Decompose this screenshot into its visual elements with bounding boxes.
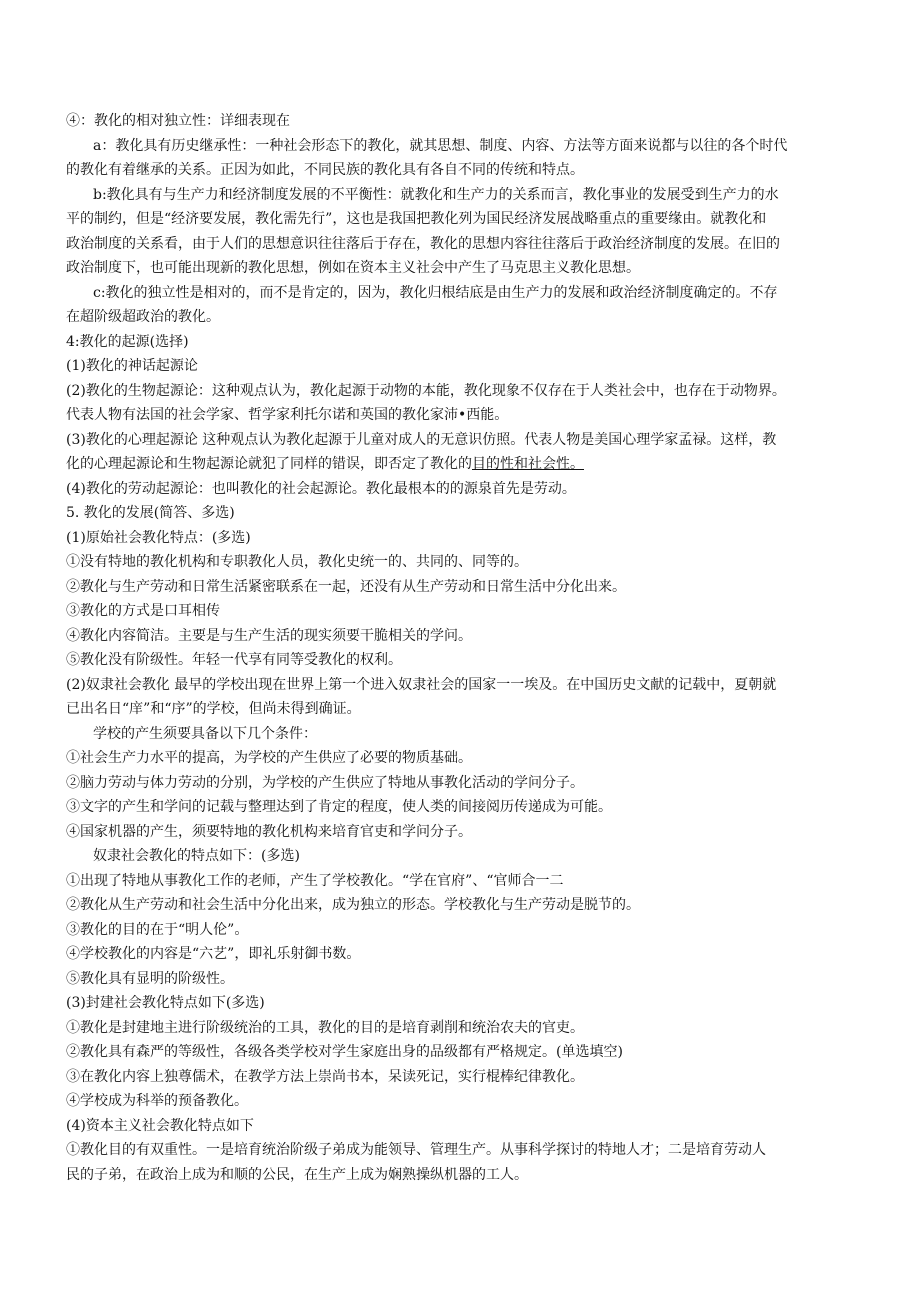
text-line <box>66 918 866 943</box>
text-line <box>66 501 866 526</box>
line-text: ④学校成为科举的预备教化。 <box>66 1093 248 1109</box>
text-line <box>66 991 866 1016</box>
line-text: ③文字的产生和学问的记载与整理达到了肯定的程度，使人类的间接阅历传递成为可能。 <box>66 799 612 815</box>
line-text: b:教化具有与生产力和经济制度发展的不平衡性：就教化和生产力的关系而言，教化事业的发展受到生产力的水 <box>93 186 779 203</box>
line-text: ②脑力劳动与体力劳动的分别，为学校的产生供应了特地从事教化活动的学问分子。 <box>66 774 584 791</box>
line-text: (4)资本主义社会教化特点如下 <box>66 1117 254 1134</box>
line-text: ②教化具有森严的等级性，各级各类学校对学生家庭出身的品级都有严格规定。(单选填空) <box>66 1044 623 1060</box>
line-text: ①没有特地的教化机构和专职教化人员，教化史统一的、共同的、同等的。 <box>66 554 528 570</box>
text-line <box>66 207 866 232</box>
underlined-text: 目的性和社会性。 <box>472 456 584 472</box>
text-line <box>66 477 866 502</box>
line-text: (4)教化的劳动起源论：也叫教化的社会起源论。教化最根本的的源泉首先是劳动。 <box>66 480 576 497</box>
line-text: ③教化的方式是口耳相传 <box>66 603 220 619</box>
line-text: (3)教化的心理起源论 这种观点认为教化起源于儿童对成人的无意识仿照。代表人物是美国心理学家孟禄。这样，教 <box>66 431 777 448</box>
line-text: ④：教化的相对独立性：详细表现在 <box>66 113 290 129</box>
text-line <box>66 1040 866 1065</box>
line-text: 4:教化的起源(选择) <box>66 333 189 350</box>
text-line <box>66 403 866 428</box>
text-line <box>66 1114 866 1139</box>
text-line <box>66 771 866 796</box>
text-line <box>66 746 866 771</box>
line-text: ①出现了特地从事教化工作的老师，产生了学校教化。“学在官府”、“官师合一二 <box>66 872 564 889</box>
text-line <box>66 1089 866 1114</box>
text-line <box>66 599 866 624</box>
line-text: c:教化的独立性是相对的，而不是肯定的，因为，教化归根结底是由生产力的发展和政治经济制度确定的。不存 <box>93 284 778 301</box>
line-text: 在超阶级超政治的教化。 <box>66 309 220 325</box>
document-body <box>66 109 866 1187</box>
line-text: ④学校教化的内容是“六艺”，即礼乐射御书数。 <box>66 946 361 962</box>
text-line <box>66 967 866 992</box>
line-text: 政治制度的关系看，由于人们的思想意识往往落后于存在，教化的思想内容往往落后于政治经济制度的发展。在旧的 <box>66 235 780 252</box>
line-text: a：教化具有历史继承性：一种社会形态下的教化，就其思想、制度、内容、方法等方面来说都与以往的各个时代 <box>93 137 788 154</box>
text-line <box>66 256 866 281</box>
line-text: ②教化与生产劳动和日常生活紧密联系在一起，还没有从生产劳动和日常生活中分化出来。 <box>66 578 626 595</box>
text-line <box>66 330 866 355</box>
text-line <box>66 942 866 967</box>
line-text: ①教化目的有双重性。一是培育统治阶级子弟成为能领导、管理生产。从事科学探讨的特地人才；二是培育劳动人 <box>66 1142 766 1158</box>
text-line <box>66 648 866 673</box>
line-text: 5. 教化的发展(简答、多选) <box>66 505 235 521</box>
text-line <box>66 1163 866 1188</box>
text-line <box>66 452 866 477</box>
text-line <box>66 379 866 404</box>
text-line <box>66 624 866 649</box>
line-text: (2)奴隶社会教化 最早的学校出现在世界上第一个进入奴隶社会的国家一一埃及。在中国历史文献的记载中，夏朝就 <box>66 676 777 693</box>
text-line <box>66 281 866 306</box>
text-line <box>66 1138 866 1163</box>
line-text: (2)教化的生物起源论：这种观点认为，教化起源于动物的本能，教化现象不仅存在于人类社会中，也存在于动物界。 <box>66 382 786 399</box>
line-text: (1)教化的神话起源论 <box>66 358 198 374</box>
text-line <box>66 526 866 551</box>
text-line <box>66 232 866 257</box>
text-line <box>66 722 866 747</box>
text-line <box>66 428 866 453</box>
line-text: 平的制约，但是“经济要发展，教化需先行”，这也是我国把教化列为国民经济发展战略重点的重要缘由。就教化和 <box>66 211 767 227</box>
line-text: ③教化的目的在于“明人伦”。 <box>66 921 249 938</box>
text-line <box>66 1016 866 1041</box>
line-text: 已出名日“庠”和“序”的学校，但尚未得到确证。 <box>66 701 361 717</box>
text-line <box>66 305 866 330</box>
text-line <box>66 893 866 918</box>
text-line <box>66 1065 866 1090</box>
text-line <box>66 697 866 722</box>
line-text: ③在教化内容上独尊儒术，在教学方法上崇尚书本，呆读死记，实行棍棒纪律教化。 <box>66 1068 584 1085</box>
text-line <box>66 550 866 575</box>
line-text: (1)原始社会教化特点：(多选) <box>66 529 251 546</box>
line-text: 的教化有着继承的关系。正因为如此，不同民族的教化具有各自不同的传统和特点。 <box>66 162 584 178</box>
text-line <box>66 820 866 845</box>
text-line <box>66 575 866 600</box>
text-line <box>66 869 866 894</box>
text-line <box>66 109 866 134</box>
text-line <box>66 844 866 869</box>
line-text: ④教化内容简洁。主要是与生产生活的现实须要干脆相关的学问。 <box>66 627 472 644</box>
text-line <box>66 158 866 183</box>
line-text: ④国家机器的产生，须要特地的教化机构来培育官吏和学问分子。 <box>66 823 472 840</box>
text-line <box>66 795 866 820</box>
line-text: 化的心理起源论和生物起源论就犯了同样的错误，即否定了教化的 <box>66 456 472 472</box>
line-text: ②教化从生产劳动和社会生活中分化出来，成为独立的形态。学校教化与生产劳动是脱节的。 <box>66 897 640 913</box>
line-text: 代表人物有法国的社会学家、哲学家利托尔诺和英国的教化家沛•西能。 <box>66 407 509 423</box>
line-text: 奴隶社会教化的特点如下：(多选) <box>93 848 300 864</box>
line-text: ①教化是封建地主进行阶级统治的工具，教化的目的是培育剥削和统治农夫的官吏。 <box>66 1019 584 1036</box>
line-text: 学校的产生须要具备以下几个条件： <box>93 725 317 742</box>
text-line <box>66 134 866 159</box>
line-text: 民的子弟，在政治上成为和顺的公民，在生产上成为娴熟操纵机器的工人。 <box>66 1166 528 1183</box>
line-text: (3)封建社会教化特点如下(多选) <box>66 995 265 1011</box>
line-text: ⑤教化没有阶级性。年轻一代享有同等受教化的权利。 <box>66 652 402 668</box>
line-text: ⑤教化具有显明的阶级性。 <box>66 970 234 987</box>
line-text: ①社会生产力水平的提高，为学校的产生供应了必要的物质基础。 <box>66 750 472 766</box>
text-line <box>66 673 866 698</box>
text-line <box>66 354 866 379</box>
text-line <box>66 183 866 208</box>
line-text: 政治制度下，也可能出现新的教化思想，例如在资本主义社会中产生了马克思主义教化思想。 <box>66 260 640 276</box>
